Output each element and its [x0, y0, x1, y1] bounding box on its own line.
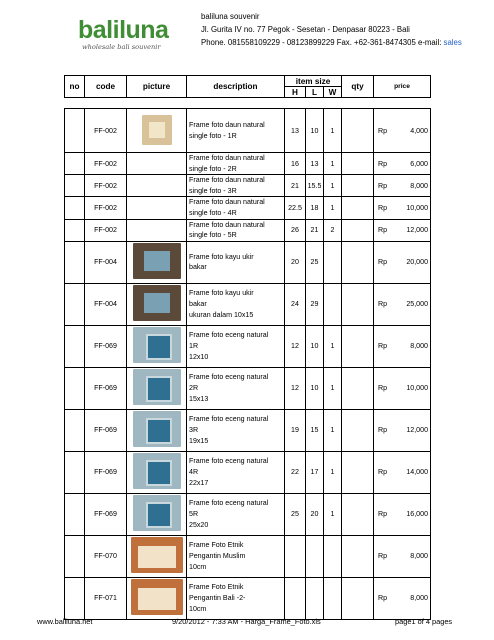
price-amount: 12,000 [406, 226, 429, 235]
product-photo [133, 327, 181, 363]
row-no [65, 577, 85, 619]
row-w [324, 283, 342, 325]
description-line: Frame foto daun natural [189, 154, 265, 162]
row-price [374, 535, 431, 577]
description-line: 1R [189, 341, 199, 350]
row-code: FF-004 [85, 241, 127, 283]
table-row [65, 197, 431, 219]
row-h: 12 [285, 325, 306, 367]
description-line: Frame foto eceng natural [189, 373, 269, 382]
row-code: FF-004 [85, 283, 127, 325]
company-info [201, 10, 462, 49]
row-picture [127, 175, 187, 197]
row-l [306, 535, 324, 577]
table-row [65, 283, 431, 325]
table-row [65, 175, 431, 197]
description-line: Frame Foto Etnik [189, 583, 244, 592]
header-item-size: item size [285, 76, 342, 87]
description-line: 15x13 [189, 394, 209, 403]
row-code: FF-002 [85, 197, 127, 219]
row-code: FF-069 [85, 409, 127, 451]
product-photo [131, 537, 183, 573]
row-no [65, 283, 85, 325]
description-line: Frame foto daun natural [189, 198, 265, 207]
description-line: 19x15 [189, 436, 209, 445]
row-l: 15 [306, 409, 324, 451]
row-description [187, 409, 285, 451]
row-picture [127, 535, 187, 577]
table-row [65, 325, 431, 367]
description-line: Frame foto eceng natural [189, 499, 269, 508]
row-no [65, 325, 85, 367]
price-amount: 14,000 [406, 468, 429, 477]
currency-label: Rp [378, 468, 388, 477]
price-amount: 8,000 [410, 552, 429, 561]
row-l: 10 [306, 325, 324, 367]
row-description [187, 367, 285, 409]
row-price [374, 409, 431, 451]
row-w: 2 [324, 219, 342, 241]
row-no [65, 493, 85, 535]
row-l: 20 [306, 493, 324, 535]
description-line: 3R [189, 425, 199, 434]
header-w: W [324, 87, 342, 98]
row-l: 10 [306, 367, 324, 409]
row-price [374, 219, 431, 241]
price-amount: 20,000 [406, 258, 429, 267]
company-contact [201, 36, 462, 49]
row-price [374, 197, 431, 219]
currency-label: Rp [378, 126, 388, 135]
row-qty [342, 175, 374, 197]
header-code: code [85, 76, 127, 98]
row-code: FF-002 [85, 109, 127, 153]
currency-label: Rp [378, 552, 388, 561]
row-l: 18 [306, 197, 324, 219]
row-qty [342, 409, 374, 451]
row-picture [127, 367, 187, 409]
row-price [374, 451, 431, 493]
table-body [65, 109, 431, 620]
description-line: single foto - 1R [189, 131, 237, 140]
row-code: FF-070 [85, 535, 127, 577]
row-h [285, 577, 306, 619]
table-row [65, 409, 431, 451]
row-w: 1 [324, 493, 342, 535]
row-w: 1 [324, 175, 342, 197]
row-h: 22.5 [285, 197, 306, 219]
price-amount: 4,000 [410, 126, 429, 135]
header-picture: picture [127, 76, 187, 98]
row-picture [127, 219, 187, 241]
row-qty [342, 219, 374, 241]
currency-label: Rp [378, 258, 388, 267]
description-line: 2R [189, 383, 199, 392]
description-line: Frame foto daun natural [189, 220, 265, 229]
contact-text: Phone. 081558109229 - 08123899229 Fax. +62-361-8474305 e-mail: [201, 38, 444, 47]
row-no [65, 241, 85, 283]
row-picture [127, 153, 187, 175]
row-description [187, 175, 285, 197]
row-picture [127, 241, 187, 283]
row-qty [342, 367, 374, 409]
description-line: Frame foto daun natural [189, 176, 265, 185]
row-l: 15.5 [306, 175, 324, 197]
row-h: 24 [285, 283, 306, 325]
row-no [65, 219, 85, 241]
row-description [187, 493, 285, 535]
header-no: no [65, 76, 85, 98]
row-w: 1 [324, 325, 342, 367]
row-l: 10 [306, 109, 324, 153]
row-l: 13 [306, 153, 324, 175]
table-row [65, 535, 431, 577]
description-line: Pengantin Muslim [189, 551, 246, 560]
company-logo [70, 16, 196, 52]
row-code: FF-002 [85, 175, 127, 197]
price-amount: 16,000 [406, 510, 429, 519]
price-table [64, 75, 431, 620]
row-no [65, 153, 85, 175]
row-h: 25 [285, 493, 306, 535]
description-line: ukuran dalam 10x15 [189, 310, 254, 319]
description-line: Frame foto eceng natural [189, 457, 269, 466]
row-w [324, 241, 342, 283]
description-line: Pengantin Bali -2- [189, 593, 246, 602]
currency-label: Rp [378, 342, 388, 351]
price-amount: 10,000 [406, 384, 429, 393]
description-line: Frame foto eceng natural [189, 415, 269, 424]
row-description [187, 535, 285, 577]
currency-label: Rp [378, 226, 388, 235]
product-photo [133, 453, 181, 489]
row-w: 1 [324, 197, 342, 219]
row-no [65, 451, 85, 493]
row-no [65, 409, 85, 451]
product-photo [133, 495, 181, 531]
description-line: single foto - 2R [189, 164, 237, 173]
row-picture [127, 493, 187, 535]
header-description: description [187, 76, 285, 98]
currency-label: Rp [378, 510, 388, 519]
header-l: L [306, 87, 324, 98]
header-price: price [374, 76, 431, 98]
company-address: Jl. Gurita IV no. 77 Pegok - Sesetan - Denpasar 80223 - Bali [201, 25, 410, 34]
row-w: 1 [324, 153, 342, 175]
table-row [65, 153, 431, 175]
row-picture [127, 577, 187, 619]
price-amount: 25,000 [406, 300, 429, 309]
currency-label: Rp [378, 594, 388, 603]
row-description [187, 451, 285, 493]
row-no [65, 109, 85, 153]
price-amount: 10,000 [406, 203, 429, 212]
row-code: FF-002 [85, 219, 127, 241]
row-h: 22 [285, 451, 306, 493]
table-row [65, 219, 431, 241]
description-line: Frame foto daun natural [189, 120, 265, 129]
row-description [187, 197, 285, 219]
header-qty: qty [342, 76, 374, 98]
currency-label: Rp [378, 159, 388, 168]
row-h: 13 [285, 109, 306, 153]
table-row [65, 367, 431, 409]
price-amount: 12,000 [406, 426, 429, 435]
row-h: 26 [285, 219, 306, 241]
product-photo [142, 115, 172, 145]
footer-page-count: page1 of 4 pages [395, 617, 453, 626]
table-row [65, 577, 431, 619]
row-price [374, 175, 431, 197]
row-h: 12 [285, 367, 306, 409]
row-w: 1 [324, 451, 342, 493]
row-l: 25 [306, 241, 324, 283]
row-l: 21 [306, 219, 324, 241]
footer-website: www.baliluna.net [37, 617, 93, 626]
row-no [65, 175, 85, 197]
row-description [187, 325, 285, 367]
currency-label: Rp [378, 384, 388, 393]
row-picture [127, 325, 187, 367]
row-l [306, 577, 324, 619]
row-qty [342, 535, 374, 577]
description-line: Frame foto eceng natural [189, 331, 269, 340]
description-line: single foto - 5R [189, 231, 237, 240]
row-picture [127, 283, 187, 325]
product-photo [133, 285, 181, 321]
description-line: 22x17 [189, 478, 209, 487]
row-price [374, 325, 431, 367]
table-row [65, 109, 431, 153]
row-qty [342, 197, 374, 219]
row-price [374, 493, 431, 535]
row-code: FF-002 [85, 153, 127, 175]
row-no [65, 535, 85, 577]
row-price [374, 577, 431, 619]
row-no [65, 367, 85, 409]
description-line: 12x10 [189, 352, 209, 361]
row-w: 1 [324, 367, 342, 409]
description-line: 4R [189, 467, 199, 476]
row-qty [342, 109, 374, 153]
price-amount: 6,000 [410, 159, 429, 168]
description-line: bakar [189, 299, 207, 308]
product-photo [131, 579, 183, 615]
description-line: bakar [189, 263, 207, 272]
row-code: FF-069 [85, 325, 127, 367]
row-price [374, 283, 431, 325]
row-description [187, 577, 285, 619]
row-w [324, 577, 342, 619]
footer-date-file: 9/20/2012 - 7:33 AM - Harga_Frame_Foto.xls [172, 617, 321, 626]
row-price [374, 153, 431, 175]
row-code: FF-069 [85, 367, 127, 409]
row-description [187, 109, 285, 153]
row-code: FF-069 [85, 451, 127, 493]
row-l: 17 [306, 451, 324, 493]
row-description [187, 153, 285, 175]
row-picture [127, 109, 187, 153]
row-picture [127, 197, 187, 219]
row-qty [342, 283, 374, 325]
row-description [187, 241, 285, 283]
row-h: 21 [285, 175, 306, 197]
price-amount: 8,000 [410, 181, 429, 190]
product-photo [133, 411, 181, 447]
table-row [65, 451, 431, 493]
description-line: Frame foto kayu ukir [189, 252, 254, 261]
row-qty [342, 153, 374, 175]
description-line: 25x20 [189, 520, 209, 529]
row-qty [342, 451, 374, 493]
row-qty [342, 493, 374, 535]
row-w: 1 [324, 109, 342, 153]
row-code: FF-071 [85, 577, 127, 619]
description-line: 10cm [189, 562, 207, 571]
description-line: single foto - 3R [189, 186, 237, 195]
row-l: 29 [306, 283, 324, 325]
description-line: Frame Foto Etnik [189, 541, 244, 550]
price-amount: 8,000 [410, 342, 429, 351]
row-price [374, 367, 431, 409]
row-h [285, 535, 306, 577]
row-h: 20 [285, 241, 306, 283]
row-price [374, 241, 431, 283]
currency-label: Rp [378, 181, 388, 190]
logo-wordmark: baliluna [78, 16, 169, 44]
email-link[interactable]: sales [443, 38, 462, 47]
description-line: 5R [189, 509, 199, 518]
row-qty [342, 577, 374, 619]
header-h: H [285, 87, 306, 98]
row-h: 16 [285, 153, 306, 175]
description-line: Frame foto kayu ukir [189, 289, 254, 298]
description-line: 10cm [189, 604, 207, 613]
row-picture [127, 409, 187, 451]
row-no [65, 197, 85, 219]
row-description [187, 219, 285, 241]
row-w [324, 535, 342, 577]
currency-label: Rp [378, 203, 388, 212]
table-row [65, 241, 431, 283]
row-price [374, 109, 431, 153]
logo-tagline: wholesale bali souvenir [82, 43, 161, 51]
row-qty [342, 241, 374, 283]
description-line: single foto - 4R [189, 208, 237, 217]
product-photo [133, 369, 181, 405]
product-photo [133, 243, 181, 279]
table-row [65, 493, 431, 535]
row-picture [127, 451, 187, 493]
row-description [187, 283, 285, 325]
currency-label: Rp [378, 426, 388, 435]
row-code: FF-069 [85, 493, 127, 535]
company-name: baliluna souvenir [201, 12, 260, 21]
row-qty [342, 325, 374, 367]
currency-label: Rp [378, 300, 388, 309]
price-amount: 8,000 [410, 594, 429, 603]
row-w: 1 [324, 409, 342, 451]
row-h: 19 [285, 409, 306, 451]
